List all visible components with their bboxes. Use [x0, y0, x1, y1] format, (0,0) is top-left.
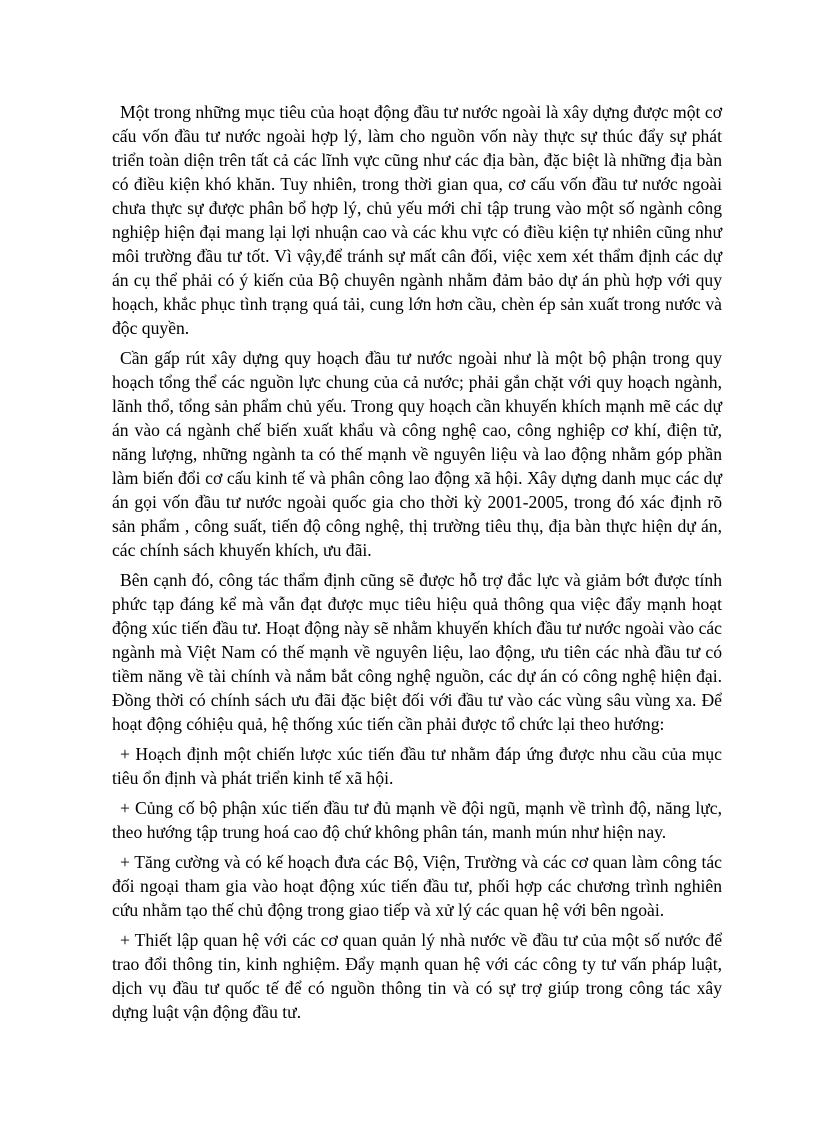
paragraph-investment-structure: Một trong những mục tiêu của hoạt động đầu tư nước ngoài là xây dựng được một cơ cấu vốn đầu tư nước ngoài hợp lý, làm cho nguồn vốn này thực sự thúc đẩy sự phát triển toàn diện trên tất cả các lĩnh vực cũng như các địa bàn, đặc biệt là những địa bàn có điều kiện khó khăn. Tuy nhiên, trong thời gian qua, cơ cấu vốn đầu tư nước ngoài chưa thực sự được phân bổ hợp lý, chủ yếu mới chỉ tập trung vào một số ngành công nghiệp hiện đại mang lại lợi nhuận cao và các khu vực có điều kiện tự nhiên cũng như môi trường đầu tư tốt. Vì vậy,để tránh sự mất cân đối, việc xem xét thẩm định các dự án cụ thể phải có ý kiến của Bộ chuyên ngành nhằm đảm bảo dự án phù hợp với quy hoạch, khắc phục tình trạng quá tải, cung lớn hơn cầu, chèn ép sản xuất trong nước và độc quyền. [112, 102, 722, 338]
list-item-strengthen-unit: + Củng cố bộ phận xúc tiến đầu tư đủ mạnh về đội ngũ, mạnh về trình độ, năng lực, theo hướng tập trung hoá cao độ chứ không phân tán, manh mún như hiện nay. [112, 798, 722, 842]
list-item-strategy: + Hoạch định một chiến lược xúc tiến đầu tư nhằm đáp ứng được nhu cầu của mục tiêu ổn định và phát triển kinh tế xã hội. [112, 744, 722, 788]
document-page [112, 100, 722, 1030]
paragraph-investment-planning: Cần gấp rút xây dựng quy hoạch đầu tư nước ngoài như là một bộ phận trong quy hoạch tổng thể các nguồn lực chung của cả nước; phải gắn chặt với quy hoạch ngành, lãnh thổ, tổng sản phẩm chủ yếu. Trong quy hoạch cần khuyến khích mạnh mẽ các dự án vào cá ngành chế biến xuất khẩu và công nghệ cao, công nghiệp cơ khí, điện tử, năng lượng, những ngành ta có thế mạnh về nguyên liệu và lao động nhằm góp phần làm biến đổi cơ cấu kinh tế và phân công lao động xã hội. Xây dựng danh mục các dự án gọi vốn đầu tư nước ngoài quốc gia cho thời kỳ 2001-2005, trong đó xác định rõ sản phẩm , công suất, tiến độ công nghệ, thị trường tiêu thụ, địa bàn thực hiện dự án, các chính sách khuyến khích, ưu đãi. [112, 348, 722, 560]
list-item-coordination: + Tăng cường và có kế hoạch đưa các Bộ, Viện, Trường và các cơ quan làm công tác đối ngoại tham gia vào hoạt động xúc tiến đầu tư, phối hợp các chương trình nghiên cứu nhằm tạo thế chủ động trong giao tiếp và xử lý các quan hệ với bên ngoài. [112, 852, 722, 920]
list-item-international-relations: + Thiết lập quan hệ với các cơ quan quản lý nhà nước về đầu tư của một số nước để trao đổi thông tin, kinh nghiệm. Đẩy mạnh quan hệ với các công ty tư vấn pháp luật, dịch vụ đầu tư quốc tế để có nguồn thông tin và có sự trợ giúp trong công tác xây dựng luật vận động đầu tư. [112, 930, 722, 1022]
paragraph-investment-promotion: Bên cạnh đó, công tác thẩm định cũng sẽ được hỗ trợ đắc lực và giảm bớt được tính phức tạp đáng kể mà vẫn đạt được mục tiêu hiệu quả thông qua việc đẩy mạnh hoạt động xúc tiến đầu tư. Hoạt động này sẽ nhằm khuyến khích đầu tư nước ngoài vào các ngành mà Việt Nam có thế mạnh về nguyên liệu, lao động, ưu tiên các nhà đầu tư có tiềm năng về tài chính và nắm bắt công nghệ nguồn, các dự án có công nghệ hiện đại. Đồng thời có chính sách ưu đãi đặc biệt đối với đầu tư vào các vùng sâu vùng xa. Để hoạt động cóhiệu quả, hệ thống xúc tiến cần phải được tổ chức lại theo hướng: [112, 570, 722, 734]
